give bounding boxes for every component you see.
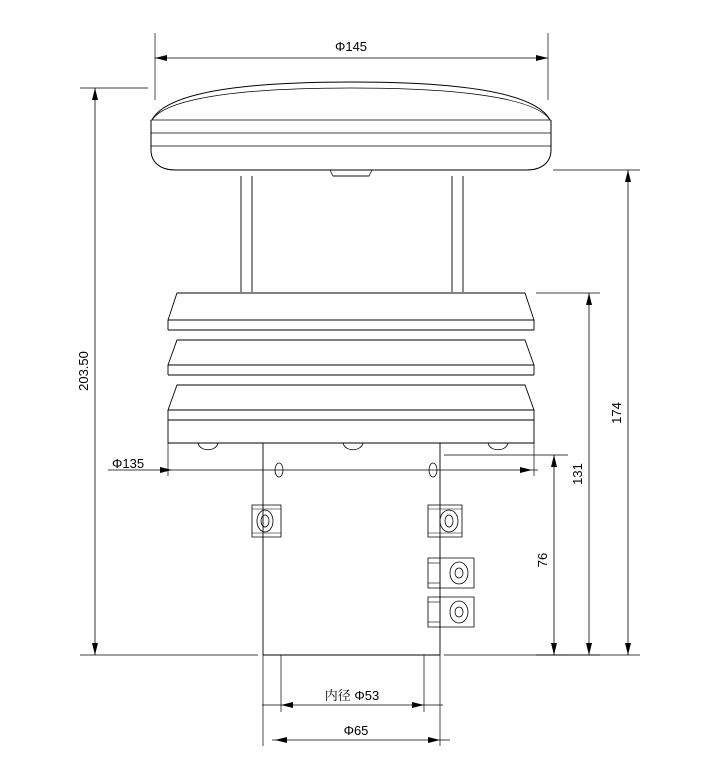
flange-plate — [168, 420, 534, 450]
dim-overall-height — [80, 88, 258, 655]
dim-label-right-inner-height: 131 — [570, 463, 585, 485]
dim-label-lower-height: 76 — [535, 552, 550, 568]
dim-inner-diameter — [262, 655, 443, 712]
dim-label-flange-diameter: Φ135 — [112, 456, 145, 471]
dim-label-base-diameter: Φ65 — [343, 723, 369, 738]
radiation-shield-plates — [168, 293, 534, 420]
dim-right-outer-height — [536, 170, 640, 655]
dim-flange-diameter — [108, 443, 538, 476]
dim-right-inner-height — [536, 293, 600, 655]
support-posts — [241, 176, 463, 292]
dim-label-top-diameter: Φ145 — [334, 39, 368, 54]
dim-label-inner-diameter: 内径 Φ53 — [324, 688, 380, 703]
connectors — [252, 505, 474, 627]
lower-body-cylinder — [263, 443, 440, 655]
dim-label-right-outer-height: 174 — [609, 402, 624, 424]
dim-label-overall-height: 203.50 — [76, 351, 91, 391]
top-cap-assembly — [151, 82, 551, 176]
